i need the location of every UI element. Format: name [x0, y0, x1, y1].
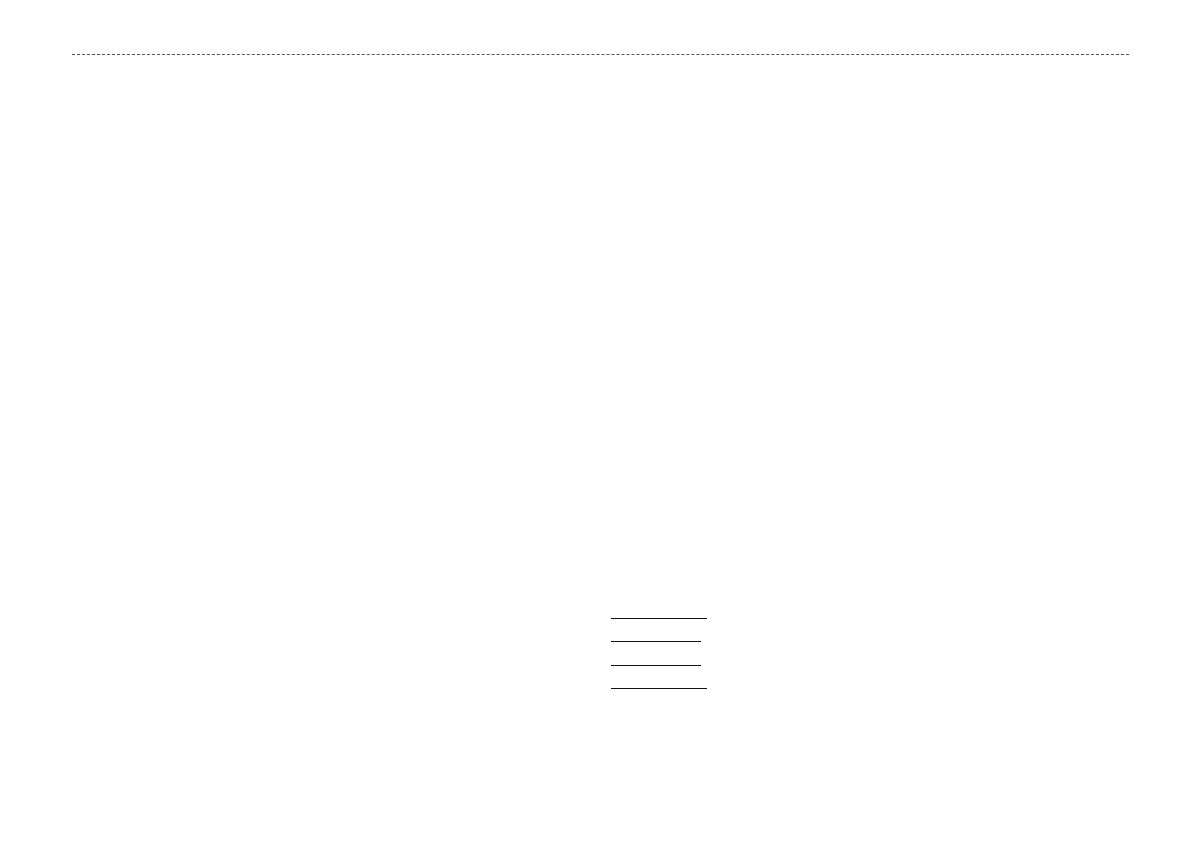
poem-title	[611, 208, 1125, 231]
q12-option-a	[73, 558, 587, 581]
passage-line	[73, 139, 587, 162]
q16-item-2-cont	[611, 652, 1125, 675]
q12-option-c-cont	[73, 674, 587, 697]
q13-stem	[611, 92, 1125, 115]
q10-option-a-cont	[73, 255, 587, 278]
poem-notes-cont	[611, 372, 1125, 395]
q10-option-c-cont	[73, 348, 587, 371]
q11-option-c	[73, 488, 587, 511]
q16-item-3	[611, 675, 1125, 698]
q16-item-1	[611, 582, 1125, 605]
q11-option-b	[73, 465, 587, 488]
answer-blank[interactable]	[611, 630, 701, 642]
poem-line	[611, 279, 1125, 302]
answer-blank[interactable]	[611, 654, 701, 666]
q12-option-b-cont	[73, 628, 587, 651]
q14-stem	[611, 395, 1125, 418]
poem-notes	[611, 349, 1125, 372]
q11-option-d	[73, 511, 587, 534]
q13-item-1	[611, 115, 1125, 138]
q12-option-d-cont	[73, 721, 587, 744]
q10-option-c	[73, 325, 587, 348]
section3-heading	[611, 698, 1125, 721]
poem-line	[611, 255, 1125, 278]
left-column	[73, 92, 587, 744]
section-poem-heading	[611, 162, 1125, 185]
q10-option-b-cont	[73, 302, 587, 325]
q14-option-c	[611, 465, 1125, 488]
q16-item-1-cont	[611, 605, 1125, 628]
q16-stem	[611, 559, 1125, 582]
answer-blank[interactable]	[659, 677, 707, 689]
answer-blank[interactable]	[611, 677, 659, 689]
poem-line	[611, 325, 1125, 348]
section-dictation-heading	[611, 535, 1125, 558]
q12-option-b	[73, 605, 587, 628]
q12-option-a-cont	[73, 581, 587, 604]
poem-line	[611, 302, 1125, 325]
q15-stem	[611, 512, 1125, 535]
q11-option-a	[73, 441, 587, 464]
q14-option-b	[611, 442, 1125, 465]
passage-line	[73, 162, 587, 185]
right-column	[611, 92, 1125, 745]
q12-option-d	[73, 698, 587, 721]
q10-option-b	[73, 278, 587, 301]
poem-intro	[611, 185, 1125, 208]
passage-line	[73, 92, 587, 115]
q16-item-2	[611, 628, 1125, 651]
q12-stem	[73, 535, 587, 558]
q11-stem	[73, 418, 587, 441]
answer-blank[interactable]	[659, 607, 707, 619]
q10-option-d	[73, 372, 587, 395]
subsection-heading	[611, 722, 1125, 745]
q14-option-a	[611, 419, 1125, 442]
poem-author	[611, 232, 1125, 255]
answer-blank[interactable]	[611, 607, 659, 619]
passage-source	[73, 185, 587, 208]
passage-line	[73, 115, 587, 138]
q10-option-a	[73, 232, 587, 255]
header-dashed-rule	[72, 54, 1129, 55]
q10-option-d-cont	[73, 395, 587, 418]
q12-option-c	[73, 651, 587, 674]
q10-stem	[73, 208, 587, 231]
q13-item-2	[611, 139, 1125, 162]
q14-option-d	[611, 489, 1125, 512]
